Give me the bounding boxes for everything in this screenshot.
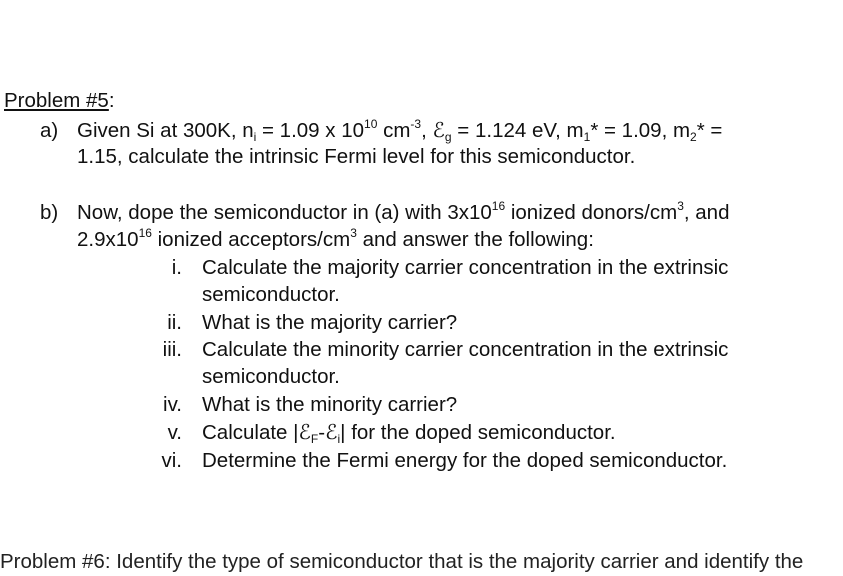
item-v-marker: v.	[167, 421, 182, 444]
item-iv-marker: iv.	[163, 393, 182, 416]
item-iii-marker: iii.	[162, 338, 182, 361]
item-iii-text-cont: semiconductor.	[202, 365, 340, 388]
item-i-text: Calculate the majority carrier concentration in the extrinsic	[202, 256, 729, 279]
item-i-marker: i.	[171, 256, 182, 279]
problem-heading: Problem #5:	[4, 89, 115, 112]
next-problem-cutoff: Problem #6: Identify the type of semiconductor that is the majority carrier and identify the	[0, 550, 804, 573]
item-v-text: Calculate |ℰ$_F$-ℰ$_i$| for the doped semiconductor.	[202, 421, 616, 446]
item-iv-text: What is the minority carrier?	[202, 393, 458, 416]
part-a-line-1: Given Si at 300K, $n_i = 1.09$ x $10^{10}$ $cm^{-3}$, ℰ$_g$ = 1.124 eV, $m_1* = 1.09$, $m_2*$ =	[77, 117, 723, 144]
part-a-line-2: 1.15, calculate the intrinsic Fermi level for this semiconductor.	[77, 145, 636, 168]
part-b-marker: b)	[40, 201, 59, 224]
item-i-text-cont: semiconductor.	[202, 283, 340, 306]
part-a-marker: a)	[40, 119, 59, 142]
part-b-line-1: Now, dope the semiconductor in (a) with $3x10^{16}$ ionized donors/$cm^3$, and	[77, 199, 730, 224]
item-vi-text: Determine the Fermi energy for the doped semiconductor.	[202, 449, 728, 472]
item-iii-text: Calculate the minority carrier concentration in the extrinsic	[202, 338, 729, 361]
item-vi-marker: vi.	[161, 449, 182, 472]
item-ii-marker: ii.	[167, 311, 182, 334]
part-b-line-2: $2.9x10^{16}$ ionized acceptors/$cm^3$ and answer the following:	[77, 226, 594, 251]
item-ii-text: What is the majority carrier?	[202, 311, 458, 334]
